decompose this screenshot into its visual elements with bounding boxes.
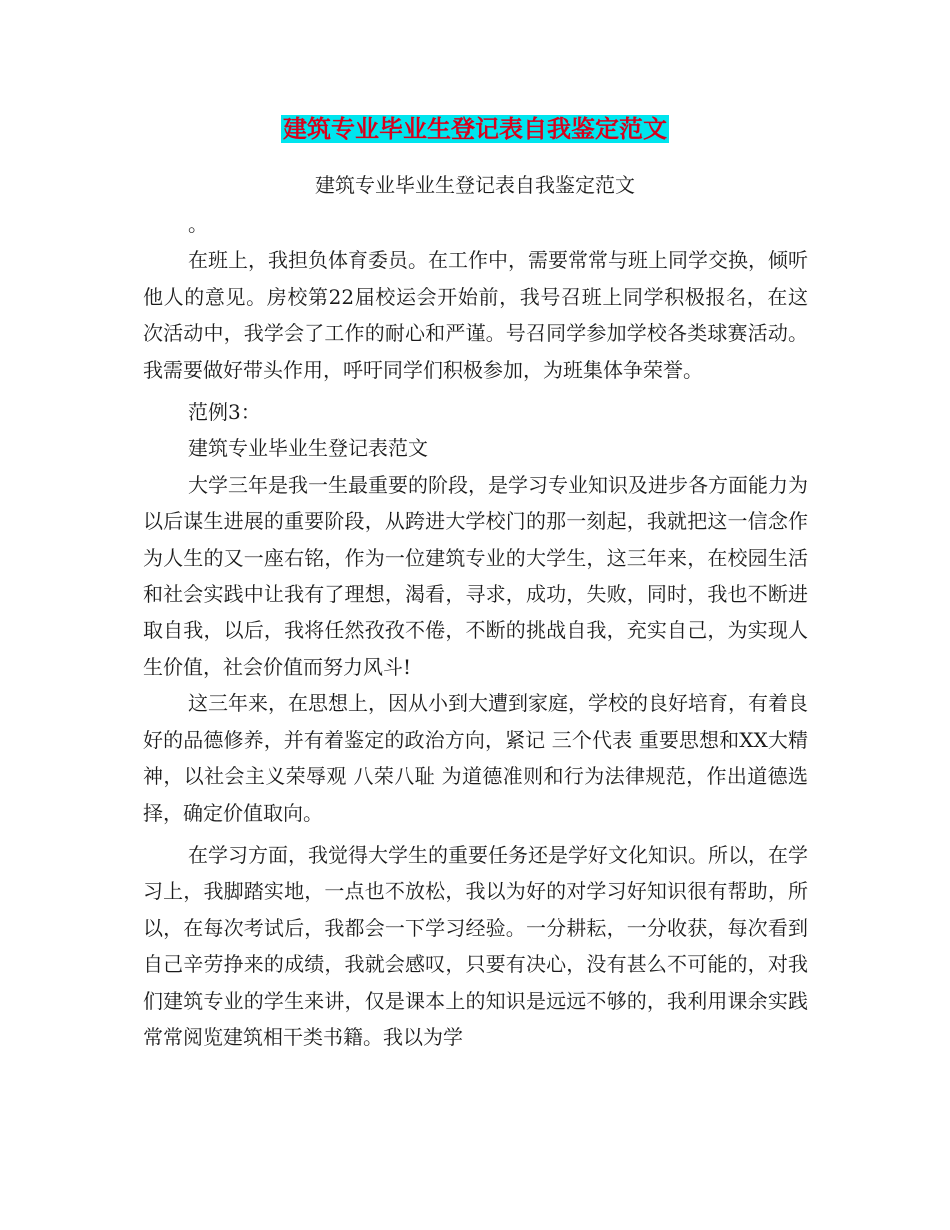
paragraph: 这三年来，在思想上，因从小到大遭到家庭，学校的良好培育，有着良好的品德修养，并有着鉴定的政治方向，紧记 三个代表 重要思想和XX大精神，以社会主义荣辱观 八荣八耻 为道德准则和行为法律规范，作出道德选择，确定价值取向。 <box>143 691 808 825</box>
paragraph: 。 <box>188 212 208 236</box>
document-subtitle: 建筑专业毕业生登记表自我鉴定范文 <box>315 173 635 197</box>
paragraph: 在学习方面，我觉得大学生的重要任务还是学好文化知识。所以，在学习上，我脚踏实地，一点也不放松，我以为好的对学习好知识很有帮助，所以，在每次考试后，我都会一下学习经验。一分耕耘，一分收获，每次看到自己辛劳挣来的成绩，我就会感叹，只要有决心，没有甚么不可能的，对我们建筑专业的学生来讲，仅是课本上的知识是远远不够的，我利用课余实践常常阅览建筑相干类书籍。我以为学 <box>143 842 808 1049</box>
paragraph: 建筑专业毕业生登记表范文 <box>188 436 428 461</box>
paragraph: 在班上，我担负体育委员。在工作中，需要常常与班上同学交换，倾听他人的意见。房校第22届校运会开始前，我号召班上同学积极报名，在这次活动中，我学会了工作的耐心和严谨。号召同学参加学校各类球赛活动。我需要做好带头作用，呼吁同学们积极参加，为班集体争荣誉。 <box>143 248 808 382</box>
paragraph: 范例3： <box>188 400 261 425</box>
document-title-text: 建筑专业毕业生登记表自我鉴定范文 <box>283 115 667 143</box>
document-title <box>0 112 950 146</box>
document-body <box>143 206 808 1055</box>
paragraph: 大学三年是我一生最重要的阶段，是学习专业知识及进步各方面能力为以后谋生进展的重要阶段，从跨进大学校门的那一刻起，我就把这一信念作为人生的又一座右铭，作为一位建筑专业的大学生，这三年来，在校园生活和社会实践中让我有了理想，渴看，寻求，成功，失败，同时，我也不断进取自我，以后，我将任然孜孜不倦，不断的挑战自我，充实自己，为实现人生价值，社会价值而努力风斗! <box>143 472 808 679</box>
